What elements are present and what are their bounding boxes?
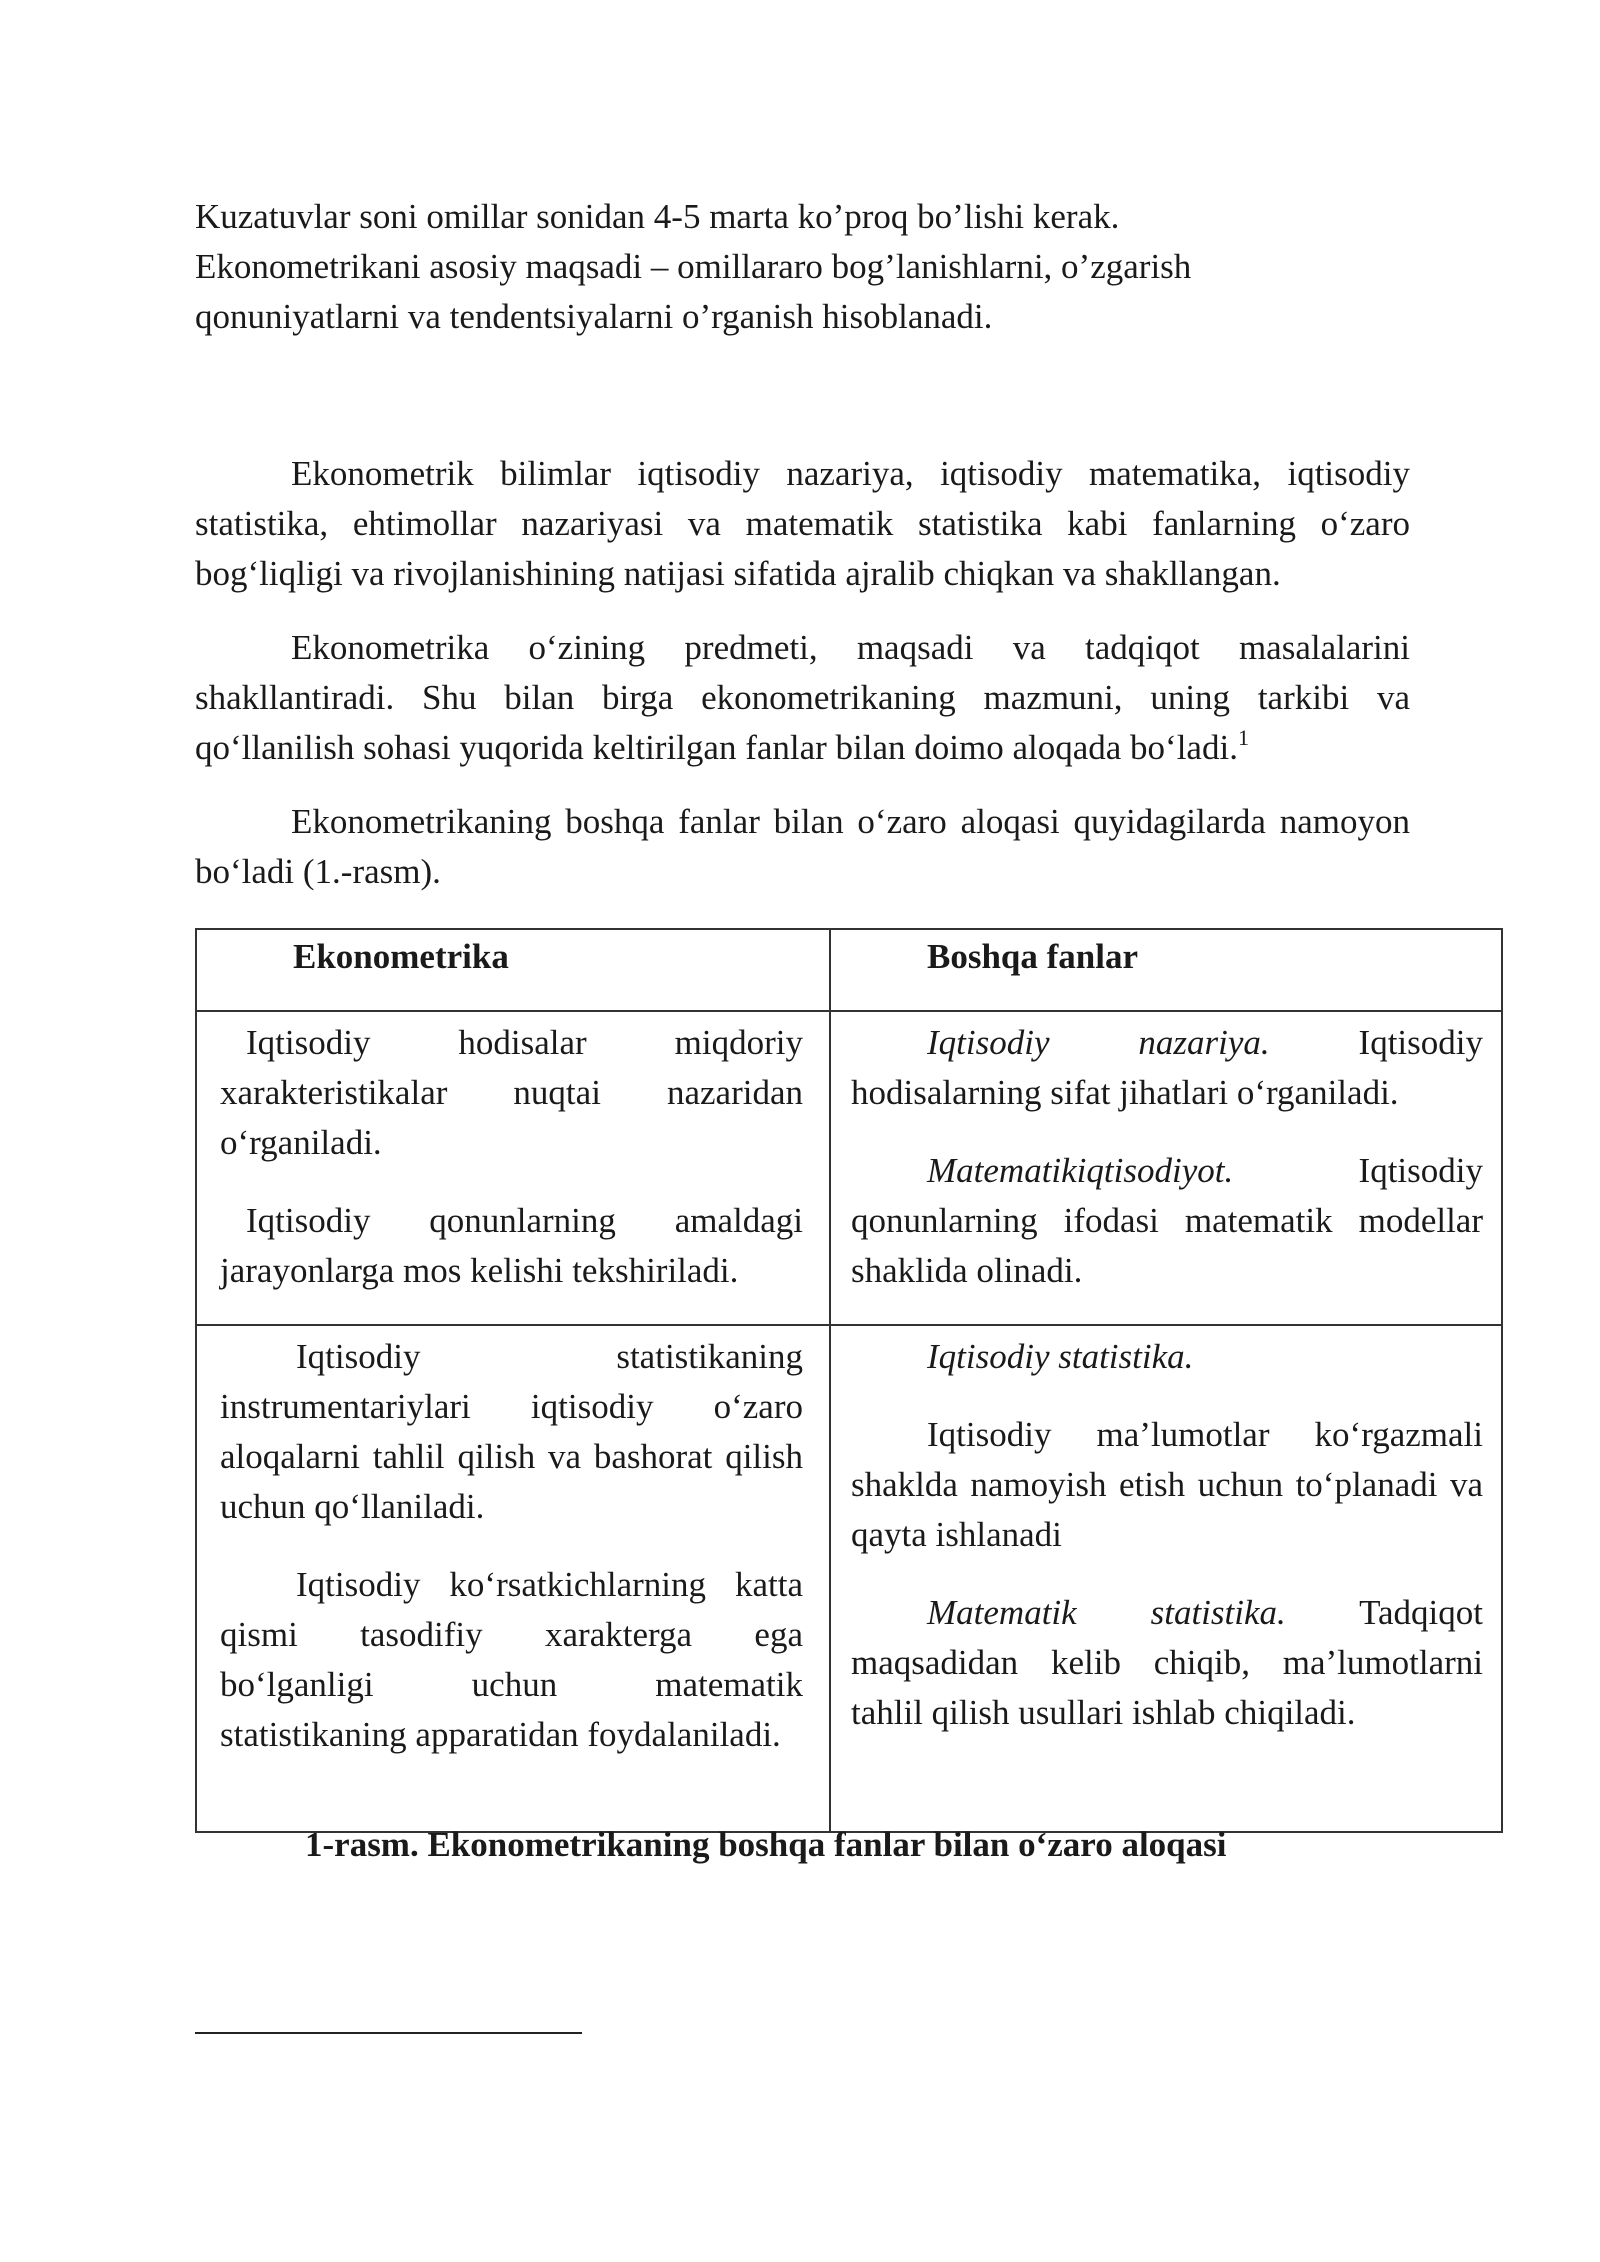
intro-line: Ekonometrikani asosiy maqsadi – omillararo bog’lanishlarni, o’zgarish [195,247,1192,286]
table-header-row [196,929,1502,1011]
discipline-term: Iqtisodiy statistika. [927,1337,1194,1376]
table-row [196,1011,1502,1325]
comparison-table [195,928,1503,1833]
table-row [196,1325,1502,1832]
paragraph-1: Ekonometrik bilimlar iqtisodiy nazariya, iqtisodiy matematika, iqtisodiy statistika, ehtimollar nazariyasi va matematik statistika kabi fanlarning o‘zaro bog‘liqligi va rivojlanishining natijasi sifatida ajralib chiqkan va shakllangan. [195,454,1410,593]
footnote-separator [195,2032,582,2034]
cell-text: Iqtisodiy hodisalarning sifat jihatlari o‘rganiladi. [851,1023,1483,1112]
cell-paragraph: Iqtisodiy qonunlarning amaldagi jarayonlarga mos kelishi tekshiriladi. [220,1201,803,1290]
figure-caption: 1-rasm. Ekonometrikaning boshqa fanlar bilan o‘zaro aloqasi [305,1825,1227,1864]
paragraph-2-text: Ekonometrika o‘zining predmeti, maqsadi va tadqiqot masalalarini shakllantiradi. Shu bilan birga ekonometrikaning mazmuni, uning tarkibi va qo‘llanilish sohasi yuqorida keltirilgan fanlar bilan doimo aloqada bo‘ladi. [195,628,1410,767]
intro-line: Kuzatuvlar soni omillar sonidan 4-5 marta ko’proq bo’lishi kerak. [195,197,1120,236]
cell-paragraph [851,1146,1483,1296]
cell-paragraph [851,1018,1483,1118]
cell-text: Iqtisodiy qonunlarning ifodasi matematik modellar shaklida olinadi. [851,1151,1483,1290]
cell-paragraph: Iqtisodiy statistikaning instrumentariylari iqtisodiy o‘zaro aloqalarni tahlil qilish va bashorat qilish uchun qo‘llaniladi. [220,1337,803,1526]
cell-paragraph: Iqtisodiy ko‘rsatkichlarning katta qismi tasodifiy xarakterga ega bo‘lganligi uchun matematik statistikaning apparatidan foydalaniladi. [220,1565,803,1754]
cell-paragraph [851,1332,1483,1382]
discipline-term: Matematikiqtisodiyot. [927,1151,1234,1190]
discipline-term: Matematik statistika. [927,1593,1286,1632]
footnote-mark: 1 [1237,725,1249,750]
table-cell [830,1325,1502,1832]
cell-text: Tadqiqot maqsadidan kelib chiqib, ma’lumotlarni tahlil qilish usullari ishlab chiqiladi. [851,1593,1483,1732]
table-cell [196,1011,830,1325]
header-ekonometrika: Ekonometrika [196,929,830,1011]
paragraph-3: Ekonometrikaning boshqa fanlar bilan o‘zaro aloqasi quyidagilarda namoyon bo‘ladi (1.-rasm). [195,802,1410,891]
header-boshqa-fanlar: Boshqa fanlar [830,929,1502,1011]
table-cell [830,1011,1502,1325]
table-cell [196,1325,830,1832]
discipline-term: Iqtisodiy nazariya. [927,1023,1270,1062]
cell-paragraph [851,1588,1483,1738]
intro-text [195,192,1435,342]
intro-line: qonuniyatlarni va tendentsiyalarni o’rganish hisoblanadi. [195,297,993,336]
cell-paragraph: Iqtisodiy ma’lumotlar ko‘rgazmali shaklda namoyish etish uchun to‘planadi va qayta ishlanadi [851,1415,1483,1554]
paragraph-2 [195,623,1410,773]
cell-paragraph: Iqtisodiy hodisalar miqdoriy xarakteristikalar nuqtai nazaridan o‘rganiladi. [220,1023,803,1162]
